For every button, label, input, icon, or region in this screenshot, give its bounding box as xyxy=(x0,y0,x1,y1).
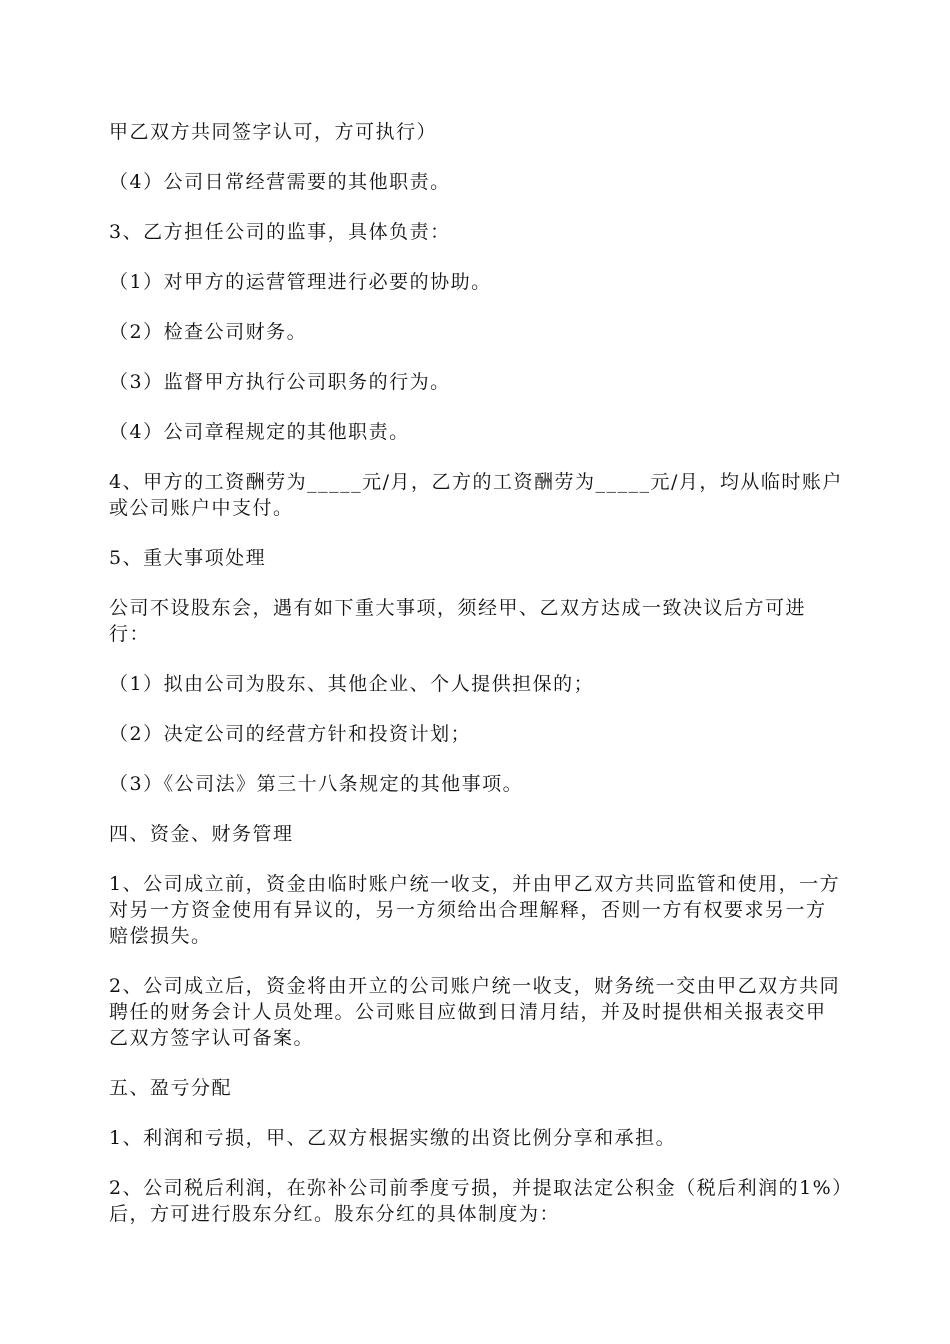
paragraph-section-5-heading: 5、重大事项处理 xyxy=(109,547,267,569)
paragraph-item-2-audit: （2）检查公司财务。 xyxy=(109,321,308,343)
paragraph-section-3-supervisor: 3、乙方担任公司的监事，具体负责： xyxy=(109,221,451,243)
heading-section-four: 四、资金、财务管理 xyxy=(109,823,294,845)
paragraph-major-matters: 公司不设股东会，遇有如下重大事项，须经甲、乙双方达成一致决议后方可进行： xyxy=(109,597,807,645)
paragraph-item-3-oversee: （3）监督甲方执行公司职务的行为。 xyxy=(109,371,451,393)
paragraph-matter-2-plan: （2）决定公司的经营方针和投资计划； xyxy=(109,723,472,745)
paragraph-profit-2: 2、公司税后利润，在弥补公司前季度亏损，并提取法定公积金（税后利润的1%）后，方可进行股东分红。股东分红的具体制度为： xyxy=(109,1177,844,1225)
paragraph-matter-1-guarantee: （1）拟由公司为股东、其他企业、个人提供担保的； xyxy=(109,673,595,695)
heading-section-five: 五、盈亏分配 xyxy=(109,1077,233,1099)
paragraph-continuation: 甲乙双方共同签字认可，方可执行） xyxy=(109,121,438,143)
document-body xyxy=(109,119,844,1251)
paragraph-item-4-other-duties: （4）公司章程规定的其他职责。 xyxy=(109,421,410,443)
paragraph-finance-1: 1、公司成立前，资金由临时账户统一收支，并由甲乙双方共同监管和使用，一方对另一方资金使用有异议的，另一方须给出合理解释，否则一方有权要求另一方赔偿损失。 xyxy=(109,873,841,947)
paragraph-profit-1: 1、利润和亏损，甲、乙双方根据实缴的出资比例分享和承担。 xyxy=(109,1127,677,1149)
paragraph-section-4-salary: 4、甲方的工资酬劳为_____元/月，乙方的工资酬劳为_____元/月，均从临时账户或公司账户中支付。 xyxy=(109,471,843,519)
paragraph-item-1-assist: （1）对甲方的运营管理进行必要的协助。 xyxy=(109,271,492,293)
paragraph-finance-2: 2、公司成立后，资金将由开立的公司账户统一收支，财务统一交由甲乙双方共同聘任的财务会计人员处理。公司账目应做到日清月结，并及时提供相关报表交甲乙双方签字认可备案。 xyxy=(109,975,841,1049)
paragraph-item-4-daily-duties: （4）公司日常经营需要的其他职责。 xyxy=(109,171,451,193)
paragraph-matter-3-law: （3）《公司法》第三十八条规定的其他事项。 xyxy=(109,773,524,795)
